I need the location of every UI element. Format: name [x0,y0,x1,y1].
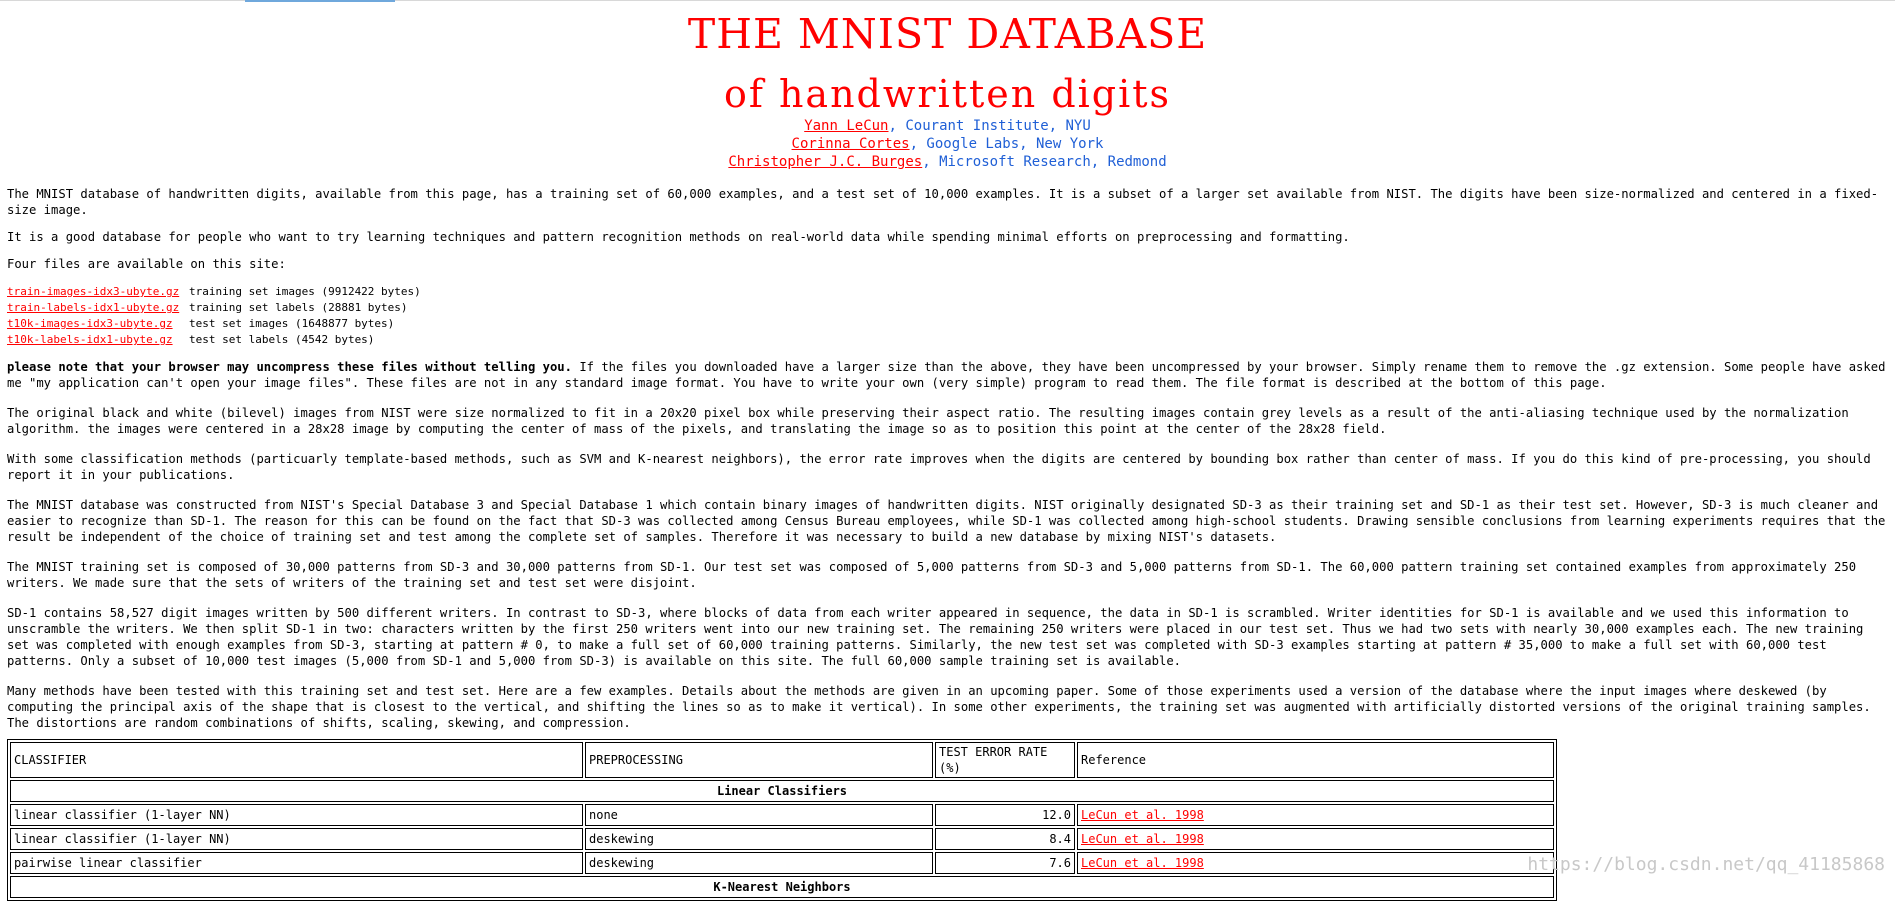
author-affiliation: , Google Labs, New York [909,136,1104,152]
table-section-row [10,780,1554,802]
file-row [7,332,1888,348]
file-description: test set images (1648877 bytes) [189,317,395,330]
file-list [7,284,1888,348]
normalization-paragraph: The original black and white (bilevel) images from NIST were size normalized to fit in a 20x20 pixel box while preserving their aspect ratio. The resulting images contain grey levels as a result of the anti-aliasing technique used by the normalization algorithm. the images were centered in a 28x28 image by computing the center of mass of the pixels, and translating the image so as to position this point at the center of the 28x28 field. [7,406,1849,436]
methods-paragraph: Many methods have been tested with this training set and test set. Here are a few examples. Details about the methods are given in an upcoming paper. Some of those experiments used a version of the database where the input images where deskewed (by computing the principal axis of the shape that is closest to the vertical, and shifting the lines so as to make it vertical). In some other experiments, the training set was augmented with artificially distorted versions of the original training samples. The distortions are random combinations of shifts, scaling, skewing, and compression. [7,684,1871,730]
classifier-cell: pairwise linear classifier [10,852,583,874]
table-row [10,828,1554,850]
file-link-train-labels[interactable]: train-labels-idx1-ubyte.gz [7,301,180,314]
column-header: TEST ERROR RATE (%) [935,742,1075,778]
training-set-paragraph: The MNIST training set is composed of 30,000 patterns from SD-3 and 30,000 patterns from SD-1. Our test set was composed of 5,000 patterns from SD-3 and 5,000 patterns from SD-1. The 60,000 pattern training set contained examples from approximately 250 writers. We made sure that the sets of writers of the training set and test set were disjoint. [7,560,1857,590]
author-link-lecun[interactable]: Yann LeCun [804,118,889,134]
reference-cell [1077,852,1554,874]
file-description: training set images (9912422 bytes) [189,285,421,298]
scroll-indicator [245,0,395,2]
section-heading: K-Nearest Neighbors [10,876,1554,898]
classifier-cell: linear classifier (1-layer NN) [10,828,583,850]
intro-paragraph: The MNIST database of handwritten digits, available from this page, has a training set of 60,000 examples, and a test set of 10,000 examples. It is a subset of a larger set available from NIST. The digits have been size-normalized and centered in a fixed-size image. [7,187,1879,217]
error-rate-cell: 8.4 [935,828,1075,850]
reference-cell [1077,828,1554,850]
page-subtitle: of handwritten digits [723,72,1172,116]
classifier-cell: linear classifier (1-layer NN) [10,804,583,826]
author-list [7,117,1888,171]
compression-note-bold: please note that your browser may uncompress these files without telling you. [7,360,572,374]
author-affiliation: , Microsoft Research, Redmond [922,154,1167,170]
centering-paragraph: With some classification methods (particuarly template-based methods, such as SVM and K-nearest neighbors), the error rate improves when the digits are centered by bounding box rather than center of mass. If you do this kind of pre-processing, you should report it in your publications. [7,452,1871,482]
preprocessing-cell: deskewing [585,828,933,850]
preprocessing-cell: none [585,804,933,826]
error-rate-cell: 7.6 [935,852,1075,874]
file-link-test-labels[interactable]: t10k-labels-idx1-ubyte.gz [7,333,173,346]
author-affiliation: , Courant Institute, NYU [888,118,1091,134]
compression-note-text: If the files you downloaded have a larger size than the above, they have been uncompressed by your browser. Simply rename them to remove the .gz extension. Some people have asked me "my application can't open your image files". These files are not in any standard image format. You have to write your own (very simple) program to read them. The file format is described at the bottom of this page. [7,360,1886,390]
file-row [7,284,1888,300]
file-row [7,300,1888,316]
sd1-paragraph: SD-1 contains 58,527 digit images written by 500 different writers. In contrast to SD-3, where blocks of data from each writer appeared in sequence, the data in SD-1 is scrambled. Writer identities for SD-1 is available and we used this information to unscramble the writers. We then split SD-1 in two: characters written by the first 250 writers went into our new training set. The remaining 250 writers were placed in our test set. Thus we had two sets with nearly 30,000 examples each. The new training set was completed with enough examples from SD-3, starting at pattern # 0, to make a full set of 60,000 training patterns. Similarly, the new test set was completed with SD-3 examples starting at pattern # 35,000 to make a full set with 60,000 test patterns. Only a subset of 10,000 test images (5,000 from SD-1 and 5,000 from SD-3) is available on this site. The full 60,000 sample training set is available. [7,606,1864,668]
reference-link[interactable]: LeCun et al. 1998 [1081,832,1204,846]
file-link-test-images[interactable]: t10k-images-idx3-ubyte.gz [7,317,173,330]
results-table [7,739,1557,901]
column-header: PREPROCESSING [585,742,933,778]
file-description: training set labels (28881 bytes) [189,301,408,314]
column-header: Reference [1077,742,1554,778]
table-row [10,852,1554,874]
reference-cell [1077,804,1554,826]
table-section-row [10,876,1554,898]
table-row [10,804,1554,826]
page-title: THE MNIST DATABASE [687,10,1208,58]
construction-paragraph: The MNIST database was constructed from NIST's Special Database 3 and Special Database 1 which contain binary images of handwritten digits. NIST originally designated SD-3 as their training set and SD-1 as their test set. However, SD-3 is much cleaner and easier to recognize than SD-1. The reason for this can be found on the fact that SD-3 was collected among Census Bureau employees, while SD-1 was collected among high-school students. Drawing sensible conclusions from learning experiments requires that the result be independent of the choice of training set and test among the complete set of samples. Therefore it was necessary to build a new database by mixing NIST's datasets. [7,498,1886,544]
watermark: https://blog.csdn.net/qq_41185868 [1527,854,1885,875]
author-link-burges[interactable]: Christopher J.C. Burges [728,154,923,170]
error-rate-cell: 12.0 [935,804,1075,826]
author-row [7,153,1888,171]
files-intro: Four files are available on this site: [7,257,286,271]
file-description: test set labels (4542 bytes) [189,333,375,346]
table-header-row [10,742,1554,778]
intro-paragraph: It is a good database for people who want to try learning techniques and pattern recognition methods on real-world data while spending minimal efforts on preprocessing and formatting. [7,230,1350,244]
compression-note [7,359,1888,391]
author-row [7,117,1888,135]
preprocessing-cell: deskewing [585,852,933,874]
author-row [7,135,1888,153]
column-header: CLASSIFIER [10,742,583,778]
file-row [7,316,1888,332]
reference-link[interactable]: LeCun et al. 1998 [1081,856,1204,870]
reference-link[interactable]: LeCun et al. 1998 [1081,808,1204,822]
section-heading: Linear Classifiers [10,780,1554,802]
author-link-cortes[interactable]: Corinna Cortes [791,136,910,152]
file-link-train-images[interactable]: train-images-idx3-ubyte.gz [7,285,180,298]
